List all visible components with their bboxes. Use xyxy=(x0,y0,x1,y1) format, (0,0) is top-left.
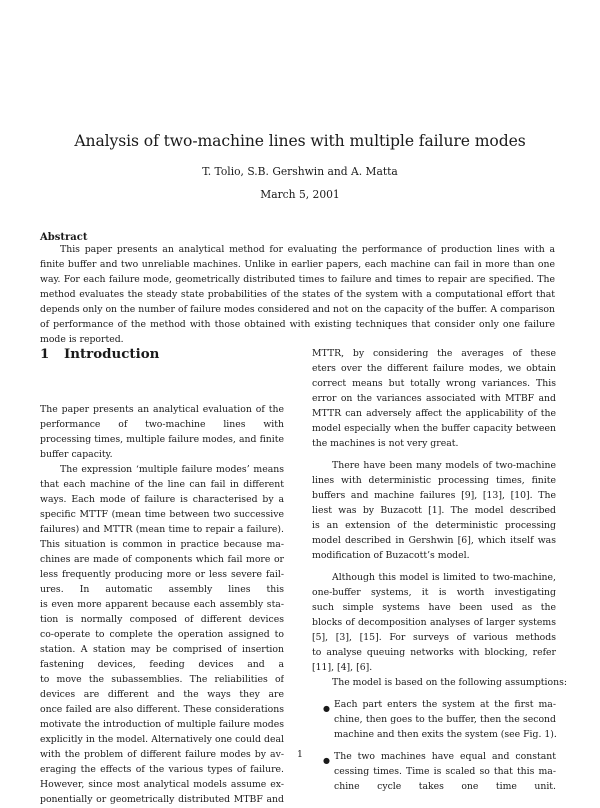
text-line: fastening devices, feeding devices and a xyxy=(40,659,284,670)
text-line: the machines is not very great. xyxy=(312,438,459,449)
section-heading xyxy=(40,346,159,362)
text-line: There have been many models of two-machine xyxy=(332,460,556,471)
bullet-icon: ● xyxy=(323,756,330,765)
paragraph xyxy=(312,347,556,452)
paper-title: Analysis of two-machine lines with multiple failure modes xyxy=(74,132,526,150)
abstract-body xyxy=(40,242,555,347)
text-line: station. A station may be comprised of insertion xyxy=(40,644,284,655)
text-line: explicitly in the model. Alternatively one could deal xyxy=(40,734,284,745)
text-line: ures. In automatic assembly lines this xyxy=(40,584,284,595)
authors: T. Tolio, S.B. Gershwin and A. Matta xyxy=(202,165,398,178)
text-line: is an extension of the deterministic processing xyxy=(312,520,556,531)
text-line: Each part enters the system at the first ma- xyxy=(334,699,556,710)
text-line: The paper presents an analytical evaluation of the xyxy=(40,404,284,415)
abstract-line: finite buffer and two unreliable machines. Unlike in earlier papers, each machine can fail in more than one xyxy=(40,259,555,270)
text-line: This situation is common in practice because ma- xyxy=(40,539,284,550)
text-line: co-operate to complete the operation assigned to xyxy=(40,629,284,640)
text-line: The model is based on the following assumptions: xyxy=(332,677,567,688)
paragraph xyxy=(40,403,284,463)
section-number: 1 xyxy=(40,346,50,362)
text-line: one-buffer systems, it is worth investigating xyxy=(312,587,556,598)
text-line: model especially when the buffer capacity between xyxy=(312,423,556,434)
left-column xyxy=(40,403,284,808)
text-line: error on the variances associated with MTBF and xyxy=(312,393,556,404)
list-item xyxy=(312,698,556,743)
text-line: performance of two-machine lines with xyxy=(40,419,284,430)
text-line: processing times, multiple failure modes, and finite xyxy=(40,434,284,445)
text-line: chine, then goes to the buffer, then the second xyxy=(334,714,556,725)
text-line: MTTR, by considering the averages of these xyxy=(312,348,556,359)
text-line: buffers and machine failures [9], [13], [10]. The xyxy=(312,490,556,501)
abstract-line: way. For each failure mode, geometrically distributed times to failure and times to repair are specified. The xyxy=(40,274,555,285)
page-number: 1 xyxy=(297,749,303,760)
text-line: once failed are also different. These considerations xyxy=(40,704,284,715)
text-line: Although this model is limited to two-machine, xyxy=(332,572,556,583)
text-line: blocks of decomposition analyses of larger systems xyxy=(312,617,556,628)
abstract-heading: Abstract xyxy=(40,232,88,243)
date: March 5, 2001 xyxy=(260,188,340,201)
text-line: failures) and MTTR (mean time to repair a failure). xyxy=(40,524,284,535)
text-line: motivate the introduction of multiple failure modes xyxy=(40,719,284,730)
text-line: with the problem of different failure modes by av- xyxy=(40,749,284,760)
text-line: devices are different and the ways they are xyxy=(40,689,284,700)
text-line: ponentially or geometrically distributed MTBF and xyxy=(40,794,284,805)
paragraph xyxy=(312,571,556,676)
bullet-icon: ● xyxy=(323,704,330,713)
text-line: liest was by Buzacott [1]. The model described xyxy=(312,505,556,516)
text-line: such simple systems have been used as the xyxy=(312,602,556,613)
abstract-line: depends only on the number of failure modes considered and not on the capacity of the buffer. A comparison xyxy=(40,304,555,315)
text-line: correct means but totally wrong variances. This xyxy=(312,378,556,389)
paragraph xyxy=(312,459,556,564)
section-title: Introduction xyxy=(64,346,160,362)
text-line: to analyse queuing networks with blocking, refer xyxy=(312,647,556,658)
abstract-line: of performance of the method with those obtained with existing techniques that consider only one failure xyxy=(40,319,555,330)
text-line: cessing times. Time is scaled so that this ma- xyxy=(334,766,556,777)
text-line: The two machines have equal and constant xyxy=(334,751,556,762)
abstract-line: This paper presents an analytical method for evaluating the performance of production lines with a xyxy=(60,244,555,255)
text-line: tion is normally composed of different devices xyxy=(40,614,284,625)
text-line: chines are made of components which fail more or xyxy=(40,554,284,565)
text-line: to move the subassemblies. The reliabilities of xyxy=(40,674,284,685)
text-line: that each machine of the line can fail in different xyxy=(40,479,284,490)
text-line: is even more apparent because each assembly sta- xyxy=(40,599,284,610)
abstract-line: mode is reported. xyxy=(40,334,124,345)
text-line: MTTR can adversely affect the applicability of the xyxy=(312,408,556,419)
text-line: modification of Buzacott’s model. xyxy=(312,550,470,561)
right-column xyxy=(312,347,567,795)
text-line: specific MTTF (mean time between two successive xyxy=(40,509,284,520)
paragraph xyxy=(312,676,567,691)
text-line: model described in Gershwin [6], which itself was xyxy=(312,535,556,546)
abstract-line: method evaluates the steady state probabilities of the states of the system with a computational effort that xyxy=(40,289,555,300)
text-line: The expression ‘multiple failure modes’ means xyxy=(60,464,284,475)
text-line: ways. Each mode of failure is characterised by a xyxy=(40,494,284,505)
text-line: machine and then exits the system (see Fig. 1). xyxy=(334,729,557,740)
text-line: lines with deterministic processing times, finite xyxy=(312,475,556,486)
text-line: chine cycle takes one time unit. xyxy=(334,781,556,792)
text-line: eraging the effects of the various types of failure. xyxy=(40,764,284,775)
text-line: [5], [3], [15]. For surveys of various methods xyxy=(312,632,556,643)
text-line: buffer capacity. xyxy=(40,449,113,460)
text-line: However, since most analytical models assume ex- xyxy=(40,779,284,790)
text-line: [11], [4], [6]. xyxy=(312,662,373,673)
text-line: less frequently producing more or less severe fail- xyxy=(40,569,284,580)
text-line: eters over the different failure modes, we obtain xyxy=(312,363,556,374)
